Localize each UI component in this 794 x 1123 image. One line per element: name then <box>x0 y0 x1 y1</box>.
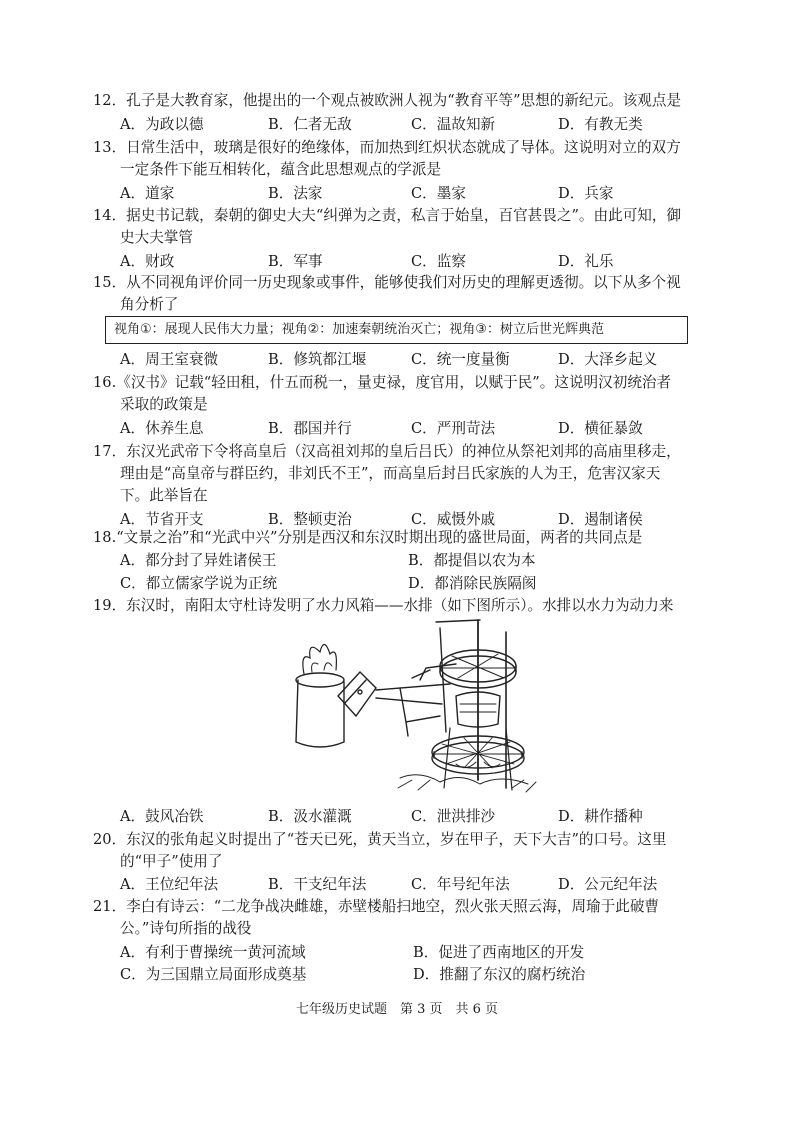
option-d: D．礼乐 <box>558 253 614 270</box>
option-d: D．都消除民族隔阂 <box>408 575 537 592</box>
water-bellows-illustration <box>280 612 540 798</box>
stem-line: “文景之治”和“光武中兴”分别是西汉和东汉时期出现的盛世局面，两者的共同点是 <box>116 529 643 546</box>
question-number: 20． <box>93 831 127 848</box>
option-c: C．温故知新 <box>411 116 496 133</box>
option-a: A．有利于曹操统一黄河流域 <box>120 944 306 961</box>
option-a: A．王位纪年法 <box>120 876 219 893</box>
stem-line: 李白有诗云：“二龙争战决雌雄，赤壁楼船扫地空，烈火张天照云海，周瑜于此破曹 <box>126 898 660 915</box>
option-c: C．年号纪年法 <box>411 876 510 893</box>
option-b: B．干支纪年法 <box>268 876 367 893</box>
stem-line: 公。”诗句所指的战役 <box>120 920 252 937</box>
option-b: B．整顿吏治 <box>268 511 352 528</box>
option-d: D．耕作播种 <box>558 808 643 825</box>
option-d: D．大泽乡起义 <box>558 351 658 368</box>
stem-line: 下。此举旨在 <box>120 487 208 504</box>
option-b: B．法家 <box>268 185 323 202</box>
perspective-box: 视角①：展现人民伟大力量；视角②：加速秦朝统治灭亡；视角③：树立后世光辉典范 <box>105 316 688 344</box>
option-a: A．为政以德 <box>120 116 204 133</box>
option-d: D．遏制诸侯 <box>558 511 643 528</box>
stem-line: 采取的政策是 <box>120 396 208 413</box>
option-a: A．周王室衰微 <box>120 351 219 368</box>
stem-line: 《汉书》记载“轻田租，什五而税一，量吏禄，度官用，以赋于民”。这说明汉初统治者 <box>116 374 672 391</box>
stem-line: 理由是“高皇帝与群臣约，非刘氏不王”，而高皇后封吕氏家族的人为王，危害汉家天 <box>120 465 661 482</box>
stem-line: 东汉时，南阳太守杜诗发明了水力风箱——水排（如下图所示）。水排以水力为动力来 <box>126 597 674 614</box>
question-number: 17． <box>93 443 127 460</box>
option-c: C．为三国鼎立局面形成奠基 <box>120 966 307 983</box>
stem-line: 从不同视角评价同一历史现象或事件，能够使我们对历史的理解更透彻。以下从多个视 <box>126 274 681 291</box>
option-b: B．促进了西南地区的开发 <box>413 944 585 961</box>
question-18-stem <box>93 527 642 549</box>
option-a: A．道家 <box>120 185 175 202</box>
stem-line: 史大夫掌管 <box>120 229 193 246</box>
option-c: C．墨家 <box>411 185 466 202</box>
option-c: C．严刑苛法 <box>411 420 496 437</box>
question-20-stem <box>93 829 666 851</box>
stem-line: 一定条件下能互相转化，蕴含此思想观点的学派是 <box>120 161 442 178</box>
option-a: A．都分封了异姓诸侯王 <box>120 552 277 569</box>
option-d: D．公元纪年法 <box>558 876 658 893</box>
question-17-stem <box>93 441 681 463</box>
question-13-stem <box>93 137 681 159</box>
option-c: C．都立儒家学说为正统 <box>120 575 278 592</box>
stem-line: 据史书记载，秦朝的御史大夫“纠弹为之责，私言于始皇，百官甚畏之”。由此可知，御 <box>126 207 682 224</box>
option-b: B．郡国并行 <box>268 420 352 437</box>
question-16-stem <box>93 372 671 394</box>
question-number: 16. <box>93 374 117 391</box>
option-b: B．都提倡以农为本 <box>408 552 536 569</box>
question-12-stem <box>93 90 681 112</box>
option-a: A．节省开支 <box>120 511 204 528</box>
stem-line: 的“甲子”使用了 <box>120 853 223 870</box>
option-d: D．推翻了东汉的腐朽统治 <box>413 966 586 983</box>
option-d: D．横征暴敛 <box>558 420 643 437</box>
furnace-icon <box>296 680 344 747</box>
question-15-stem <box>93 272 681 294</box>
question-number: 21． <box>93 898 127 915</box>
question-14-stem <box>93 205 681 227</box>
option-c: C．监察 <box>411 253 466 270</box>
option-a: A．财政 <box>120 253 175 270</box>
stem-line: 角分析了 <box>120 296 179 313</box>
page-footer: 七年级历史试题 第 3 页 共 6 页 <box>295 1002 499 1017</box>
question-number: 15． <box>93 274 127 291</box>
question-21-stem <box>93 896 659 918</box>
stem-line: 孔子是大教育家，他提出的一个观点被欧洲人视为“教育平等”思想的新纪元。该观点是 <box>126 92 682 109</box>
option-b: B．汲水灌溉 <box>268 808 352 825</box>
question-number: 12． <box>93 92 127 109</box>
option-c: C．威慑外戚 <box>411 511 496 528</box>
question-number: 13． <box>93 139 127 156</box>
question-number: 18. <box>93 529 117 546</box>
stem-line: 东汉光武帝下令将高皇后（汉高祖刘邦的皇后吕氏）的神位从祭祀刘邦的高庙里移走， <box>126 443 681 460</box>
option-a: A．休养生息 <box>120 420 204 437</box>
option-b: B．军事 <box>268 253 323 270</box>
option-a: A．鼓风冶铁 <box>120 808 204 825</box>
stem-line: 东汉的张角起义时提出了“苍天已死，黄天当立，岁在甲子，天下大吉”的口号。这里 <box>126 831 667 848</box>
option-d: D．兵家 <box>558 185 614 202</box>
option-d: D．有教无类 <box>558 116 643 133</box>
option-c: C．泄洪排沙 <box>411 808 496 825</box>
stem-line: 日常生活中，玻璃是很好的绝缘体，而加热到红炽状态就成了导体。这说明对立的双方 <box>126 139 681 156</box>
option-b: B．修筑都江堰 <box>268 351 367 368</box>
question-number: 19． <box>93 597 127 614</box>
option-b: B．仁者无敌 <box>268 116 352 133</box>
option-c: C．统一度量衡 <box>411 351 510 368</box>
question-number: 14． <box>93 207 127 224</box>
